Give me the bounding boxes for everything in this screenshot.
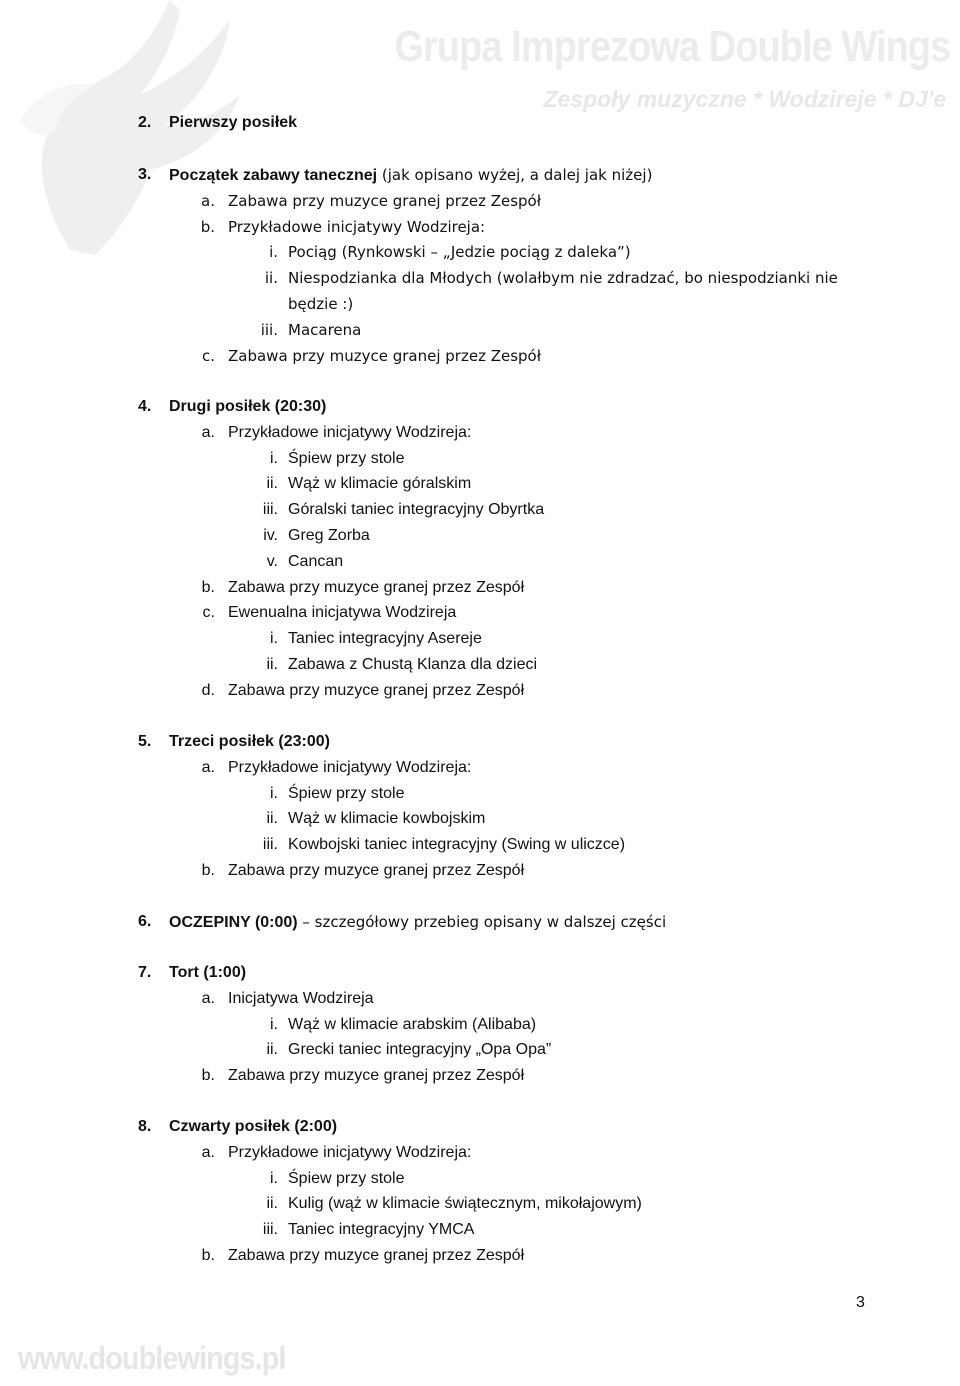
sub-list-item-text: Grecki taniec integracyjny „Opa Opa” (288, 1041, 552, 1059)
sub-list-item-text: Góralski taniec integracyjny Obyrtka (288, 501, 545, 519)
list-item-marker: a. (201, 191, 215, 210)
page-number: 3 (856, 1294, 865, 1311)
sub-list-item-text: Taniec integracyjny YMCA (288, 1221, 475, 1239)
sub-list-item (0, 834, 940, 856)
sub-list-item-text: Pociąg (Rynkowski – „Jedzie pociąg z daleka”) (288, 243, 631, 262)
sub-list-item-marker: ii. (266, 810, 278, 828)
list-item-marker: a. (201, 423, 215, 441)
watermark-subtitle: Zespoły muzyczne * Wodzireje * DJ'e (543, 86, 946, 112)
section-heading (0, 396, 940, 418)
list-item (0, 1065, 940, 1087)
sub-list-item-marker: ii. (266, 1195, 278, 1213)
sub-list-item-text: Śpiew przy stole (288, 1169, 405, 1187)
list-item-marker: a. (201, 1143, 215, 1161)
list-item (0, 345, 940, 367)
sub-list-item-marker: i. (270, 449, 278, 467)
section-heading (0, 731, 940, 753)
sub-list-item-marker: v. (266, 552, 278, 570)
sub-list-item (0, 525, 940, 547)
section-title: Tort (1:00) (169, 964, 247, 981)
list-item-marker: b. (201, 1247, 215, 1264)
list-item-text: Inicjatywa Wodzireja (228, 989, 374, 1007)
list-item-text: Zabawa przy muzyce granej przez Zespół (228, 681, 525, 699)
sub-list-item-text: Wąż w klimacie kowbojskim (288, 810, 486, 828)
sub-list-item-marker: i. (270, 784, 278, 802)
sub-list-item-continuation-text: będzie :) (288, 295, 354, 313)
list-item (0, 602, 940, 624)
section-title: Czwarty posiłek (2:00) (169, 1118, 338, 1135)
sub-list-item (0, 499, 940, 521)
section-title: Pierwszy posiłek (169, 114, 298, 131)
list-item-text: Zabawa przy muzyce granej przez Zespół (228, 346, 541, 365)
section-heading (0, 911, 940, 933)
sub-list-item-marker: i. (270, 1169, 278, 1187)
sub-list-item-text: Wąż w klimacie arabskim (Alibaba) (288, 1015, 537, 1033)
watermark-title: Grupa Imprezowa Double Wings (394, 22, 950, 71)
section-number: 7. (138, 964, 152, 981)
sub-list-item-text: Śpiew przy stole (288, 784, 405, 802)
watermark-url: www.doublewings.pl (18, 1340, 286, 1376)
list-item (0, 190, 940, 212)
list-item-marker: b. (200, 217, 215, 236)
sub-list-item (0, 628, 940, 650)
sub-list-item-text: Greg Zorba (288, 527, 370, 544)
sub-list-item-text: Kulig (wąż w klimacie świątecznym, mikołajowym) (288, 1195, 642, 1213)
section-title: Drugi posiłek (20:30) (169, 398, 327, 415)
list-item (0, 1142, 940, 1164)
section-heading (0, 962, 940, 984)
list-item (0, 216, 940, 238)
section-title: Trzeci posiłek (23:00) (169, 733, 330, 750)
sub-list-item-text: Cancan (288, 552, 344, 570)
sub-list-item (0, 267, 940, 289)
section-title: Początek zabawy tanecznej (jak opisano wyżej, a dalej jak niżej) (169, 166, 653, 184)
sub-list-item (0, 1039, 940, 1061)
sub-list-item-text: Wąż w klimacie góralskim (288, 475, 472, 493)
list-item-text: Zabawa przy muzyce granej przez Zespół (228, 578, 525, 596)
sub-list-item-marker: i. (269, 243, 278, 262)
section-number: 8. (138, 1118, 152, 1135)
sub-list-item (0, 551, 940, 573)
list-item-text: Zabawa przy muzyce granej przez Zespół (228, 191, 541, 210)
list-item-marker: b. (201, 862, 215, 879)
sub-list-item (0, 1014, 940, 1036)
sub-list-item-marker: iv. (263, 527, 278, 544)
list-item-marker: b. (201, 578, 215, 596)
sub-list-item-marker: i. (270, 1015, 278, 1033)
sub-list-item (0, 1193, 940, 1215)
section-title: OCZEPINY (0:00) – szczegółowy przebieg opisany w dalszej części (169, 913, 667, 931)
sub-list-item-text: Kowbojski taniec integracyjny (Swing w uliczce) (288, 836, 626, 854)
sub-list-item (0, 808, 940, 830)
sub-list-item-text: Niespodzianka dla Młodych (wolałbym nie zdradzać, bo niespodzianki nie (288, 269, 838, 288)
sub-list-item-text: Śpiew przy stole (288, 449, 405, 467)
sub-list-item (0, 1219, 940, 1241)
sub-list-item (0, 448, 940, 470)
sub-list-item-text: Zabawa z Chustą Klanza dla dzieci (288, 656, 538, 673)
list-item (0, 1245, 940, 1267)
sub-list-item-marker: ii. (266, 1041, 278, 1059)
list-item (0, 422, 940, 444)
section-heading (0, 1116, 940, 1138)
list-item-marker: c. (202, 604, 215, 622)
sub-list-item (0, 654, 940, 676)
list-item-marker: c. (201, 346, 215, 365)
sub-list-item-text: Macarena (288, 320, 362, 339)
list-item (0, 577, 940, 599)
sub-list-item (0, 1168, 940, 1190)
list-item-marker: a. (201, 989, 215, 1007)
sub-list-item-marker: iii. (262, 501, 278, 519)
section-heading (0, 164, 940, 186)
list-item (0, 680, 940, 702)
sub-list-item-marker: iii. (260, 320, 278, 339)
sub-list-item-marker: iii. (262, 1221, 278, 1239)
sub-list-item-marker: ii. (264, 269, 278, 288)
section-number: 3. (138, 166, 152, 183)
section-number: 4. (138, 398, 152, 415)
sub-list-item-continuation (0, 293, 940, 315)
list-item-text: Przykładowe inicjatywy Wodzireja: (228, 1143, 472, 1161)
sub-list-item-text: Taniec integracyjny Asereje (288, 630, 482, 648)
section-number: 5. (138, 733, 152, 750)
list-item (0, 860, 940, 882)
sub-list-item-marker: iii. (262, 836, 278, 854)
sub-list-item (0, 241, 940, 263)
sub-list-item-marker: ii. (266, 656, 278, 673)
list-item-text: Zabawa przy muzyce granej przez Zespół (228, 1067, 525, 1085)
sub-list-item (0, 473, 940, 495)
section-number: 6. (138, 913, 152, 930)
list-item (0, 988, 940, 1010)
list-item-marker: a. (201, 758, 215, 776)
section-number: 2. (138, 114, 152, 131)
list-item-text: Przykładowe inicjatywy Wodzireja: (228, 423, 472, 441)
sub-list-item-marker: ii. (266, 475, 278, 493)
section-title-rest: (jak opisano wyżej, a dalej jak niżej) (377, 166, 653, 184)
sub-list-item (0, 319, 940, 341)
list-item-marker: b. (201, 1067, 215, 1085)
sub-list-item (0, 783, 940, 805)
list-item (0, 757, 940, 779)
section-heading (0, 112, 940, 134)
list-item-text: Zabawa przy muzyce granej przez Zespół (228, 862, 525, 879)
list-item-marker: d. (201, 681, 215, 699)
list-item-text: Przykładowe inicjatywy Wodzireja: (228, 758, 472, 776)
list-item-text: Przykładowe inicjatywy Wodzireja: (228, 217, 486, 236)
section-title-rest: – szczegółowy przebieg opisany w dalszej części (297, 913, 667, 931)
list-item-text: Zabawa przy muzyce granej przez Zespół (228, 1247, 525, 1264)
list-item-text: Ewenualna inicjatywa Wodzireja (228, 604, 457, 622)
sub-list-item-marker: i. (270, 630, 278, 648)
